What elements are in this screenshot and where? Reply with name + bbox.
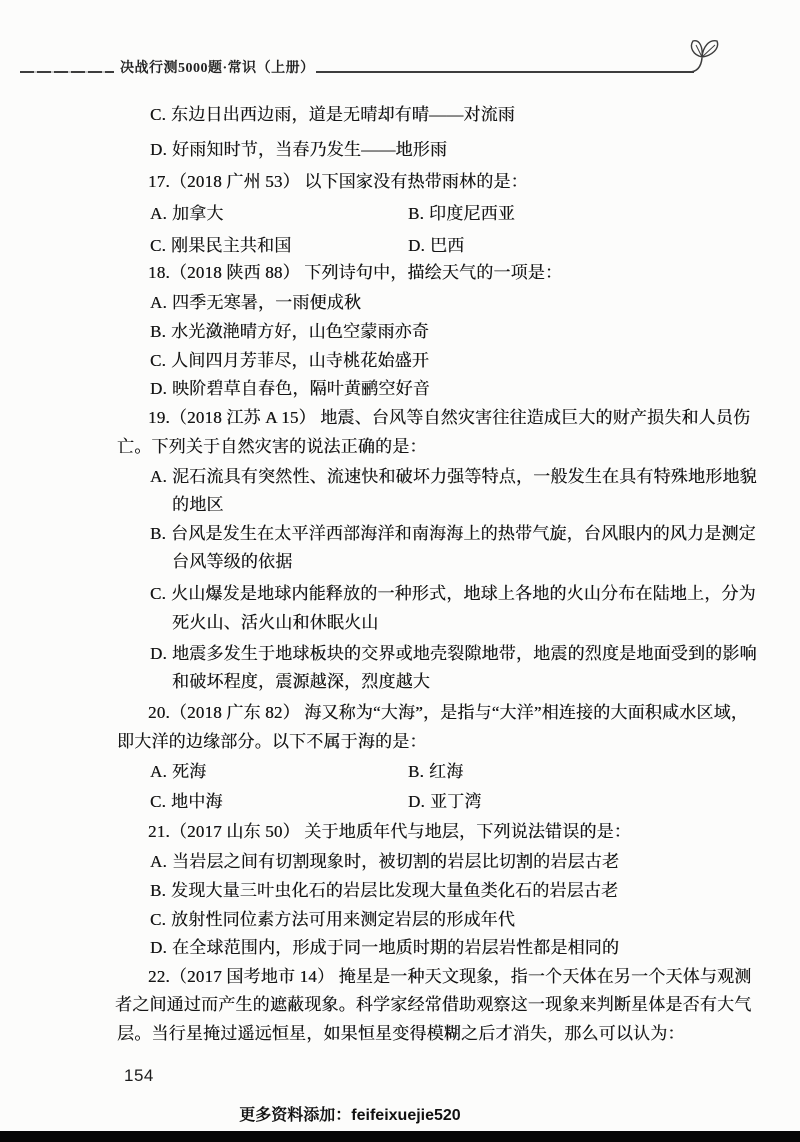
- option-a: [150, 292, 361, 314]
- option-label: D.: [150, 938, 167, 957]
- option-text: 火山爆发是地球内能释放的一种形式，地球上各地的火山分布在陆地上，分为: [171, 584, 756, 603]
- option-b-wrap: 台风等级的依据: [172, 552, 293, 571]
- option-text: 四季无寒暑，一雨便成秋: [171, 293, 362, 312]
- option-label: D.: [150, 140, 167, 159]
- option-a: [150, 203, 224, 225]
- option-label: C.: [150, 792, 166, 811]
- option-text: 台风是发生在太平洋西部海洋和南海海上的热带气旋，台风眼内的风力是测定: [171, 524, 756, 543]
- option-text: 好雨知时节，当春乃发生——地形雨: [171, 140, 448, 159]
- option-text: 东边日出西边雨，道是无晴却有晴——对流雨: [171, 105, 515, 124]
- option-label: A.: [150, 852, 167, 871]
- option-label: B.: [150, 322, 166, 341]
- option-text: 当岩层之间有切割现象时，被切割的岩层比切割的岩层古老: [171, 852, 620, 871]
- header-title: 决战行测5000题·常识（上册）: [120, 61, 315, 76]
- option-b: [150, 321, 429, 343]
- option-c: [150, 583, 756, 605]
- sprout-icon: [688, 38, 726, 74]
- option-d-wrap: 和破坏程度，震源越深，烈度越大: [172, 672, 430, 691]
- option-text: 亚丁湾: [429, 792, 482, 811]
- option-label: A.: [150, 293, 167, 312]
- question-stem: 21.（2017 山东 50） 关于地质年代与地层，下列说法错误的是：: [148, 822, 631, 841]
- option-text: 加拿大: [171, 204, 224, 223]
- option-b: [408, 761, 463, 783]
- option-text: 巴西: [429, 236, 465, 255]
- question-stem-line2: 即大洋的边缘部分。以下不属于海的是：: [117, 732, 427, 751]
- option-label: C.: [150, 584, 166, 603]
- option-label: D.: [150, 379, 167, 398]
- option-b: [408, 203, 515, 225]
- option-text: 在全球范围内，形成于同一地质时期的岩层岩性都是相同的: [171, 938, 620, 957]
- header-rule-left: [20, 71, 114, 73]
- option-c: [150, 235, 291, 257]
- option-text: 刚果民主共和国: [171, 236, 292, 255]
- option-d: [408, 791, 482, 813]
- option-text: 印度尼西亚: [429, 204, 515, 223]
- option-d: [150, 378, 430, 400]
- option-label: A.: [150, 467, 167, 486]
- option-label: B.: [408, 762, 424, 781]
- option-text: 发现大量三叶虫化石的岩层比发现大量鱼类化石的岩层古老: [171, 881, 619, 900]
- option-label: C.: [150, 351, 166, 370]
- question-stem-line1: 20.（2018 广东 82） 海又称为“大海”，是指与“大洋”相连接的大面积咸水区域，: [148, 703, 748, 722]
- option-label: C.: [150, 910, 166, 929]
- option-b: [150, 523, 756, 545]
- question-stem-line3: 层。当行星掩过遥远恒星，如果恒星变得模糊之后才消失，那么可以认为：: [117, 1024, 685, 1043]
- option-text: 地中海: [171, 792, 223, 811]
- header-rule-right: [316, 71, 694, 73]
- option-c: [150, 791, 223, 813]
- footer-promo-text: 更多资料添加：feifeixuejie520: [239, 1107, 461, 1124]
- option-c: [150, 350, 429, 372]
- bottom-scan-bar: [0, 1131, 800, 1142]
- option-text: 地震多发生于地球板块的交界或地壳裂隙地带，地震的烈度是地面受到的影响: [171, 644, 757, 663]
- option-c: [150, 909, 515, 931]
- page-number: 154: [124, 1066, 154, 1085]
- question-stem-line2: 者之间通过而产生的遮蔽现象。科学家经常借助观察这一现象来判断星体是否有大气: [115, 995, 752, 1014]
- option-text: 死海: [171, 762, 207, 781]
- option-label: D.: [150, 644, 167, 663]
- option-a-wrap: 的地区: [172, 495, 224, 514]
- option-label: A.: [150, 204, 167, 223]
- option-label: D.: [408, 236, 425, 255]
- option-label: A.: [150, 762, 167, 781]
- option-label: C.: [150, 105, 166, 124]
- option-a: [150, 851, 619, 873]
- question-stem: 17.（2018 广州 53） 以下国家没有热带雨林的是：: [148, 172, 528, 191]
- option-d: [150, 139, 447, 161]
- option-text: 红海: [429, 762, 464, 781]
- option-text: 水光潋滟晴方好，山色空蒙雨亦奇: [171, 322, 429, 341]
- option-label: B.: [408, 204, 424, 223]
- option-label: B.: [150, 881, 166, 900]
- option-d: [408, 235, 464, 257]
- option-c: [150, 104, 515, 126]
- option-text: 泥石流具有突然性、流速快和破坏力强等特点，一般发生在具有特殊地形地貌: [171, 467, 757, 486]
- option-label: D.: [408, 792, 425, 811]
- option-text: 放射性同位素方法可用来测定岩层的形成年代: [171, 910, 515, 929]
- option-c-wrap: 死火山、活火山和休眠火山: [172, 613, 379, 632]
- option-label: B.: [150, 524, 166, 543]
- option-b: [150, 880, 618, 902]
- question-stem: 18.（2018 陕西 88） 下列诗句中，描绘天气的一项是：: [148, 263, 563, 282]
- option-a: [150, 466, 757, 488]
- question-stem-line2: 亡。下列关于自然灾害的说法正确的是：: [117, 437, 427, 456]
- option-label: C.: [150, 236, 166, 255]
- option-a: [150, 761, 206, 783]
- option-d: [150, 937, 619, 959]
- question-stem-line1: 19.（2018 江苏 A 15） 地震、台风等自然灾害往往造成巨大的财产损失和人员伤: [148, 408, 751, 427]
- option-text: 映阶碧草自春色，隔叶黄鹂空好音: [171, 379, 430, 398]
- option-text: 人间四月芳菲尽，山寺桃花始盛开: [171, 351, 429, 370]
- question-stem-line1: 22.（2017 国考地市 14） 掩星是一种天文现象，指一个天体在另一个天体与观测: [148, 967, 752, 986]
- option-d: [150, 643, 757, 665]
